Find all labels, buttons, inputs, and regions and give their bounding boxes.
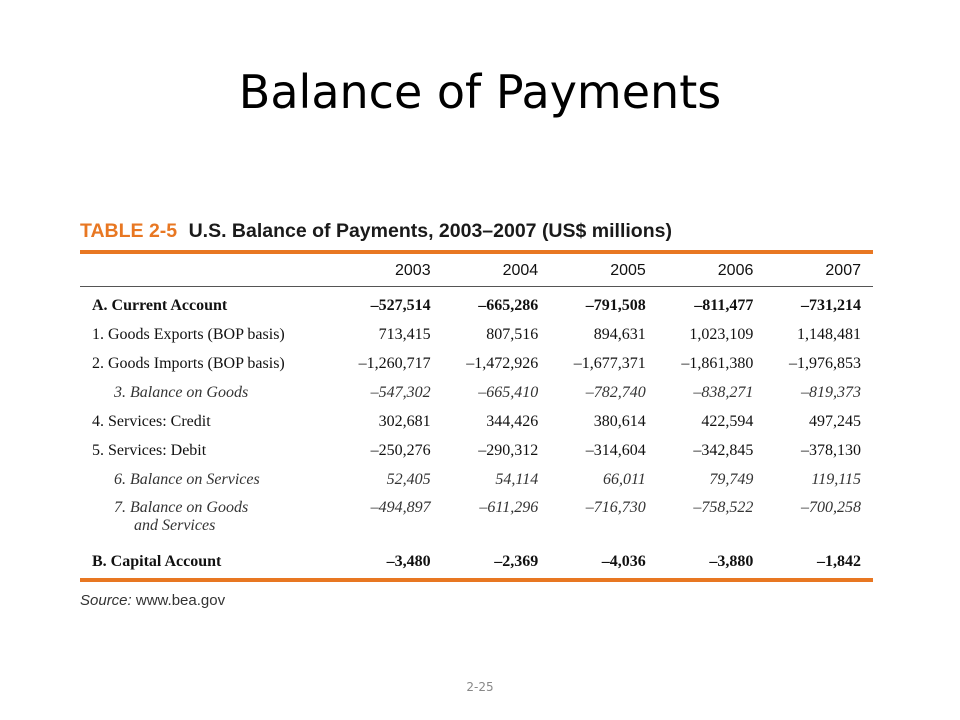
cell-value: –758,522 — [693, 499, 754, 516]
cell-value: –527,514 — [370, 296, 431, 314]
cell-value: 66,011 — [602, 470, 646, 488]
table-number-label: TABLE 2-5 — [80, 220, 178, 242]
cell-value: –782,740 — [585, 383, 646, 401]
cell-value: –811,477 — [694, 296, 754, 314]
cell-value: 894,631 — [593, 325, 646, 343]
cell-value: –665,286 — [478, 296, 539, 314]
row-label: 5. Services: Debit — [92, 441, 207, 459]
cell-value: –1,472,926 — [466, 354, 539, 372]
cell-value: –314,604 — [585, 441, 646, 459]
cell-value: 1,148,481 — [797, 325, 861, 343]
cell-value: –3,480 — [386, 552, 431, 570]
cell-value: –4,036 — [601, 552, 646, 570]
cell-value: –3,880 — [709, 552, 754, 570]
table-row — [80, 287, 873, 321]
header-year: 2005 — [550, 254, 658, 287]
row-label-line2: and Services — [134, 517, 216, 534]
header-year: 2007 — [765, 254, 873, 287]
table-row — [80, 494, 873, 547]
cell-value: 1,023,109 — [689, 325, 754, 343]
balance-of-payments-table-block — [80, 216, 873, 609]
source-label: Source: — [80, 592, 132, 609]
table-row — [80, 407, 873, 436]
table-row — [80, 349, 873, 378]
cell-value: –1,861,380 — [681, 354, 754, 372]
cell-value: –290,312 — [478, 441, 539, 459]
row-label — [80, 494, 335, 547]
table-bottom-rule — [80, 578, 873, 582]
source-url: www.bea.gov — [135, 592, 226, 609]
cell-value: –1,677,371 — [573, 354, 646, 372]
cell-value: 807,516 — [486, 325, 539, 343]
cell-value: –547,302 — [370, 383, 431, 401]
cell-value: –731,214 — [801, 296, 861, 314]
cell-value: –665,410 — [478, 383, 539, 401]
table-row — [80, 465, 873, 494]
slide-number: 2-25 — [466, 680, 494, 694]
cell-value: –342,845 — [693, 441, 754, 459]
row-label: A. Current Account — [92, 296, 228, 314]
cell-value: –700,258 — [801, 499, 861, 516]
slide-title: Balance of Payments — [238, 65, 722, 119]
cell-value: 52,405 — [386, 470, 431, 488]
table-row — [80, 547, 873, 576]
cell-value: 302,681 — [378, 412, 431, 430]
table-caption — [80, 216, 873, 248]
cell-value: –250,276 — [370, 441, 431, 459]
table-header-row — [80, 254, 873, 287]
cell-value: 54,114 — [495, 470, 539, 488]
row-label: 2. Goods Imports (BOP basis) — [92, 354, 285, 372]
row-label-line1: 7. Balance on Goods — [114, 499, 249, 516]
cell-value: 119,115 — [811, 470, 861, 488]
row-label: 4. Services: Credit — [92, 412, 211, 430]
cell-value: –1,842 — [817, 552, 861, 570]
cell-value: 497,245 — [809, 412, 861, 430]
header-year: 2006 — [658, 254, 766, 287]
cell-value: –494,897 — [370, 499, 431, 516]
table-row — [80, 320, 873, 349]
cell-value: 380,614 — [593, 412, 646, 430]
cell-value: –716,730 — [585, 499, 646, 516]
cell-value: 79,749 — [709, 470, 754, 488]
row-label: B. Capital Account — [92, 552, 222, 570]
source-note — [80, 592, 873, 609]
table-row — [80, 378, 873, 407]
cell-value: 713,415 — [378, 325, 431, 343]
row-label: 3. Balance on Goods — [114, 383, 249, 401]
header-year: 2003 — [335, 254, 443, 287]
cell-value: 422,594 — [701, 412, 754, 430]
cell-value: 344,426 — [486, 412, 539, 430]
header-label-cell — [80, 254, 335, 287]
cell-value: –1,260,717 — [358, 354, 431, 372]
row-label: 1. Goods Exports (BOP basis) — [92, 325, 285, 343]
cell-value: –791,508 — [585, 296, 646, 314]
cell-value: –1,976,853 — [789, 354, 861, 372]
table-row — [80, 436, 873, 465]
table-caption-text: U.S. Balance of Payments, 2003–2007 (US$ millions) — [188, 220, 672, 242]
balance-of-payments-table — [80, 254, 873, 576]
cell-value: –378,130 — [801, 441, 861, 459]
header-year: 2004 — [443, 254, 551, 287]
cell-value: –819,373 — [801, 383, 861, 401]
cell-value: –2,369 — [494, 552, 539, 570]
cell-value: –611,296 — [479, 499, 539, 516]
row-label: 6. Balance on Services — [114, 470, 260, 488]
cell-value: –838,271 — [693, 383, 754, 401]
